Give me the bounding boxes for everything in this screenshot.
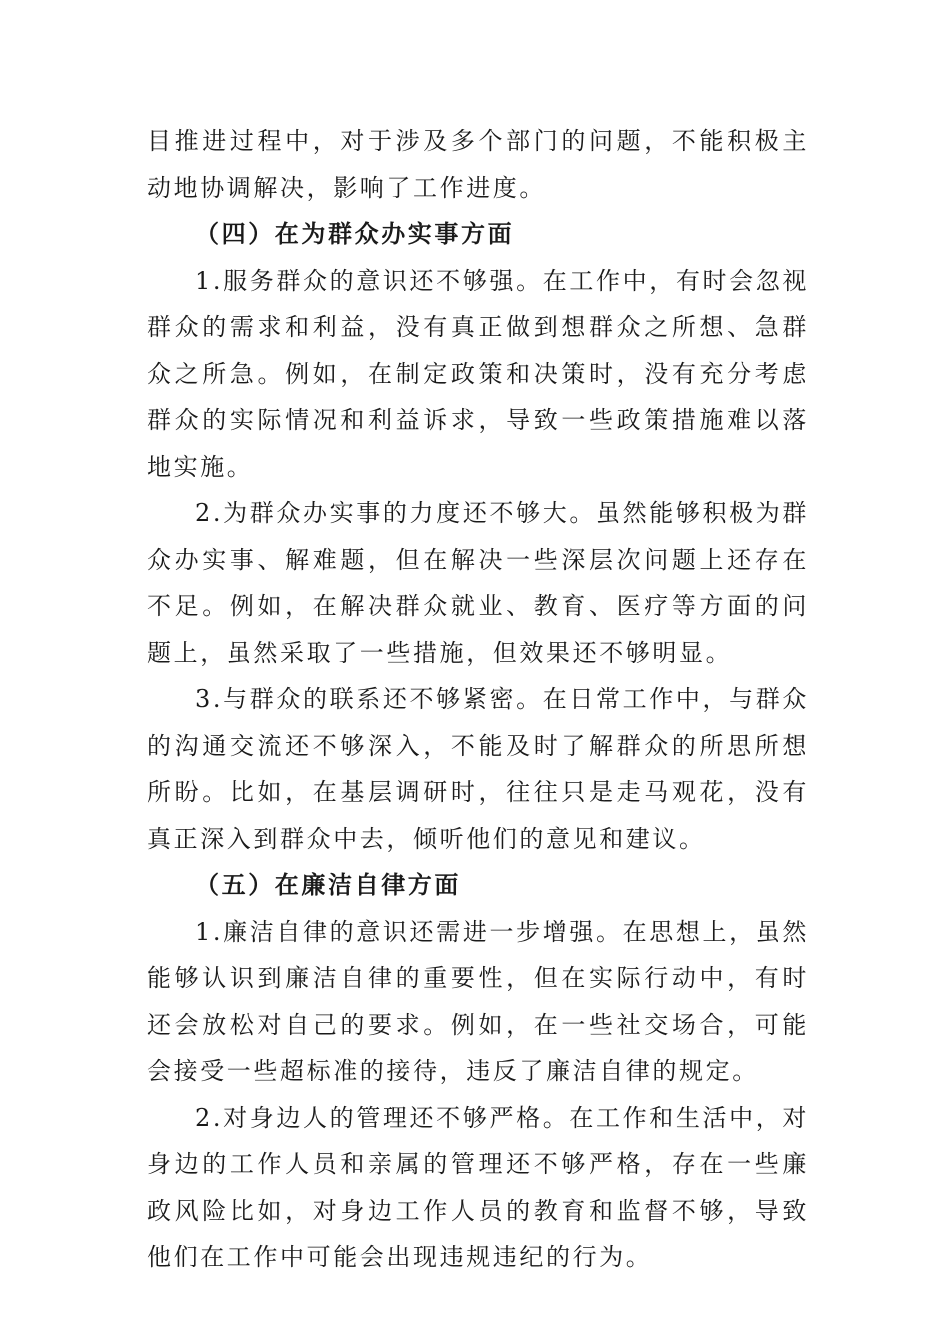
paragraph-continuation: 目推进过程中，对于涉及多个部门的问题，不能积极主动地协调解决，影响了工作进度。	[147, 127, 809, 202]
paragraph-staff-management: 2.对身边人的管理还不够严格。在工作和生活中，对身边的工作人员和亲属的管理还不够严格，存在一些廉政风险比如，对身边工作人员的教育和监督不够，导致他们在工作中可能会出现违规违纪的行为。	[147, 1103, 809, 1271]
paragraph-integrity-awareness: 1.廉洁自律的意识还需进一步增强。在思想上，虽然能够认识到廉洁自律的重要性，但在实际行动中，有时还会放松对自己的要求。例如，在一些社交场合，可能会接受一些超标准的接待，违反了廉洁自律的规定。	[147, 917, 809, 1085]
paragraph-practical-effort: 2.为群众办实事的力度还不够大。虽然能够积极为群众办实事、解难题，但在解决一些深层次问题上还存在不足。例如，在解决群众就业、教育、医疗等方面的问题上，虽然采取了一些措施，但效果还不够明显。	[147, 499, 809, 667]
section-heading-four: （四）在为群众办实事方面	[195, 219, 515, 248]
section-heading-five: （五）在廉洁自律方面	[195, 870, 461, 899]
paragraph-service-awareness: 1.服务群众的意识还不够强。在工作中，有时会忽视群众的需求和利益，没有真正做到想群众之所想、急群众之所急。例如，在制定政策和决策时，没有充分考虑群众的实际情况和利益诉求，导致一些政策措施难以落地实施。	[147, 266, 809, 481]
paragraph-public-contact: 3.与群众的联系还不够紧密。在日常工作中，与群众的沟通交流还不够深入，不能及时了解群众的所思所想所盼。比如，在基层调研时，往往只是走马观花，没有真正深入到群众中去，倾听他们的意见和建议。	[147, 685, 809, 853]
document-body	[147, 118, 809, 1281]
